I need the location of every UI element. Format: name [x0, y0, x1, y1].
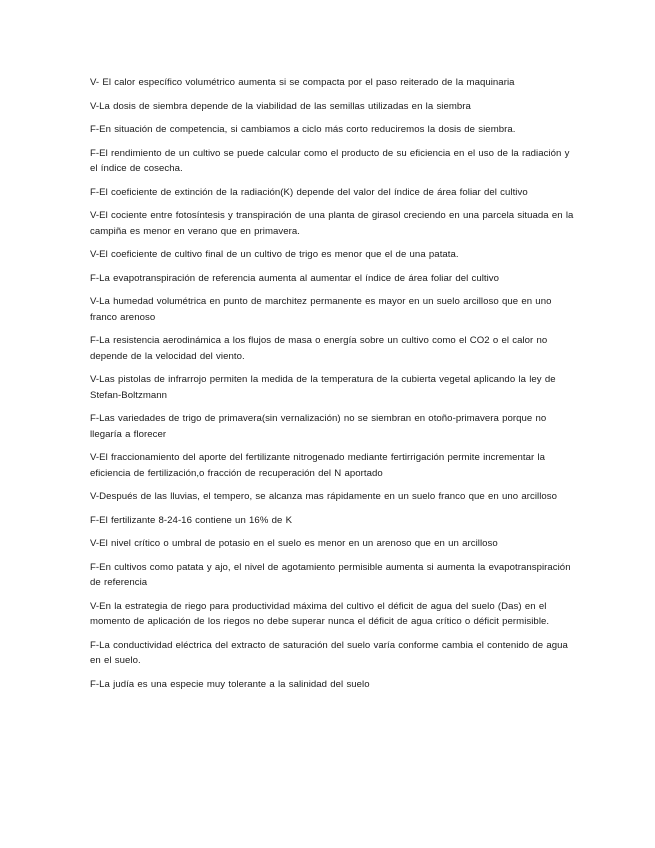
statement: F-El coeficiente de extinción de la radiación(K) depende del valor del índice de área foliar del cultivo — [90, 186, 528, 198]
statement: F-La judía es una especie muy tolerante a la salinidad del suelo — [90, 678, 370, 690]
statement-list — [90, 75, 575, 700]
statement: F-En situación de competencia, si cambiamos a ciclo más corto reduciremos la dosis de siembra. — [90, 124, 516, 135]
statement: F-La evapotranspiración de referencia aumenta al aumentar el índice de área foliar del cultivo — [90, 272, 500, 284]
statement: V-El coeficiente de cultivo final de un cultivo de trigo es menor que el de una patata. — [90, 249, 459, 260]
statement: V-El cociente entre fotosíntesis y transpiración de una planta de girasol creciendo en una parcela situada en la campiña es menor en verano que en primavera. — [90, 210, 574, 237]
statement: V-La dosis de siembra depende de la viabilidad de las semillas utilizadas en la siembra — [90, 100, 471, 112]
statement: F-El fertilizante 8-24-16 contiene un 16% de K — [90, 514, 293, 526]
statement: V-Las pistolas de infrarrojo permiten la medida de la temperatura de la cubierta vegetal aplicando la ley de Stefan-Boltzmann — [90, 374, 556, 401]
statement: V- El calor específico volumétrico aumenta si se compacta por el paso reiterado de la maquinaria — [90, 77, 515, 88]
statement: F-En cultivos como patata y ajo, el nivel de agotamiento permisible aumenta si aumenta la evapotranspiración de referencia — [90, 561, 571, 588]
statement: V-Después de las lluvias, el tempero, se alcanza mas rápidamente en un suelo franco que en uno arcilloso — [90, 491, 557, 502]
statement: V-El fraccionamiento del aporte del fertilizante nitrogenado mediante fertirrigación permite incrementar la eficiencia de fertilización,o fracción de recuperación del N aportado — [90, 452, 546, 479]
statement: V-La humedad volumétrica en punto de marchitez permanente es mayor en un suelo arcilloso que en uno franco arenoso — [90, 296, 552, 323]
statement: F-La resistencia aerodinámica a los flujos de masa o energía sobre un cultivo como el CO2 o el calor no depende de la velocidad del viento. — [90, 335, 548, 362]
statement: V-En la estrategia de riego para productividad máxima del cultivo el déficit de agua del suelo (Das) en el momento de aplicación de los riegos no debe superar nunca el déficit de agua crítico o déficit permisible. — [90, 600, 550, 627]
statement: F-La conductividad eléctrica del extracto de saturación del suelo varía conforme cambia el contenido de agua en el suelo. — [90, 639, 568, 666]
statement: F-Las variedades de trigo de primavera(sin vernalización) no se siembran en otoño-primavera porque no llegaría a florecer — [90, 413, 547, 440]
statement: V-El nivel crítico o umbral de potasio en el suelo es menor en un arenoso que en un arcilloso — [90, 538, 498, 549]
statement: F-El rendimiento de un cultivo se puede calcular como el producto de su eficiencia en el uso de la radiación y el índice de cosecha. — [90, 147, 570, 174]
